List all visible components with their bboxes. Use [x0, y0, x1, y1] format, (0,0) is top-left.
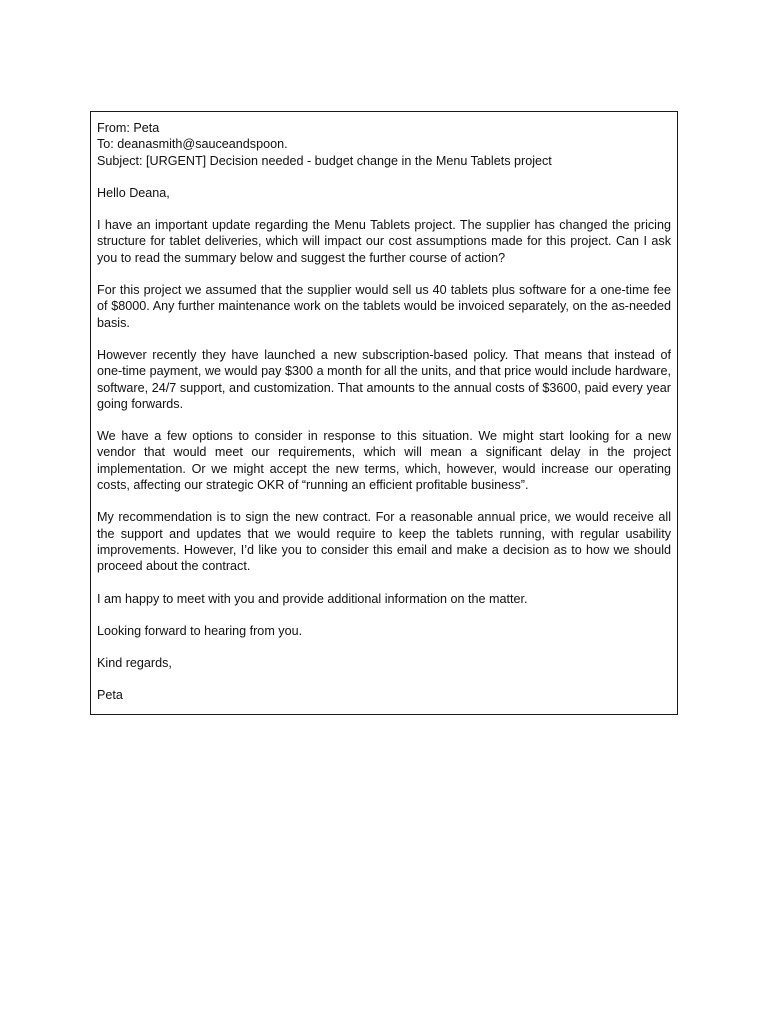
paragraph-offer-meeting: I am happy to meet with you and provide additional information on the matter.	[97, 591, 528, 606]
closing: Kind regards,	[97, 656, 172, 671]
paragraph-update: I have an important update regarding the Menu Tablets project. The supplier has changed the pricing structure for tablet deliveries, which will impact our cost assumptions made for this project. Can I ask you to read the summary below and suggest the further course of action?	[97, 218, 671, 265]
greeting: Hello Deana,	[97, 185, 170, 200]
to-line: To: deanasmith@sauceandspoon.	[97, 137, 288, 152]
paragraph-looking-forward: Looking forward to hearing from you.	[97, 623, 303, 638]
paragraph-new-policy: However recently they have launched a new subscription-based policy. That means that instead of one-time payment, we would pay $300 a month for all the units, and that price would include hardware, software, 24/7 support, and customization. That amounts to the annual costs of $3600, paid every year going forwards.	[97, 347, 671, 411]
email-document	[90, 111, 678, 715]
paragraph-assumption: For this project we assumed that the supplier would sell us 40 tablets plus software for a one-time fee of $8000. Any further maintenance work on the tablets would be invoiced separately, on the as-needed basis.	[97, 283, 671, 330]
from-line: From: Peta	[97, 121, 160, 135]
paragraph-recommendation: My recommendation is to sign the new contract. For a reasonable annual price, we would receive all the support and updates that we would require to keep the tablets running, with regular usability improvements. However, I’d like you to consider this email and make a decision as to how we should proceed about the contract.	[97, 510, 671, 574]
paragraph-options: We have a few options to consider in response to this situation. We might start looking for a new vendor that would meet our requirements, which will mean a significant delay in the project implementation. Or we might accept the new terms, which, however, would increase our operating costs, affecting our strategic OKR of “running an efficient profitable business”.	[97, 429, 671, 493]
signature: Peta	[97, 688, 123, 703]
subject-line: Subject: [URGENT] Decision needed - budget change in the Menu Tablets project	[97, 153, 552, 168]
